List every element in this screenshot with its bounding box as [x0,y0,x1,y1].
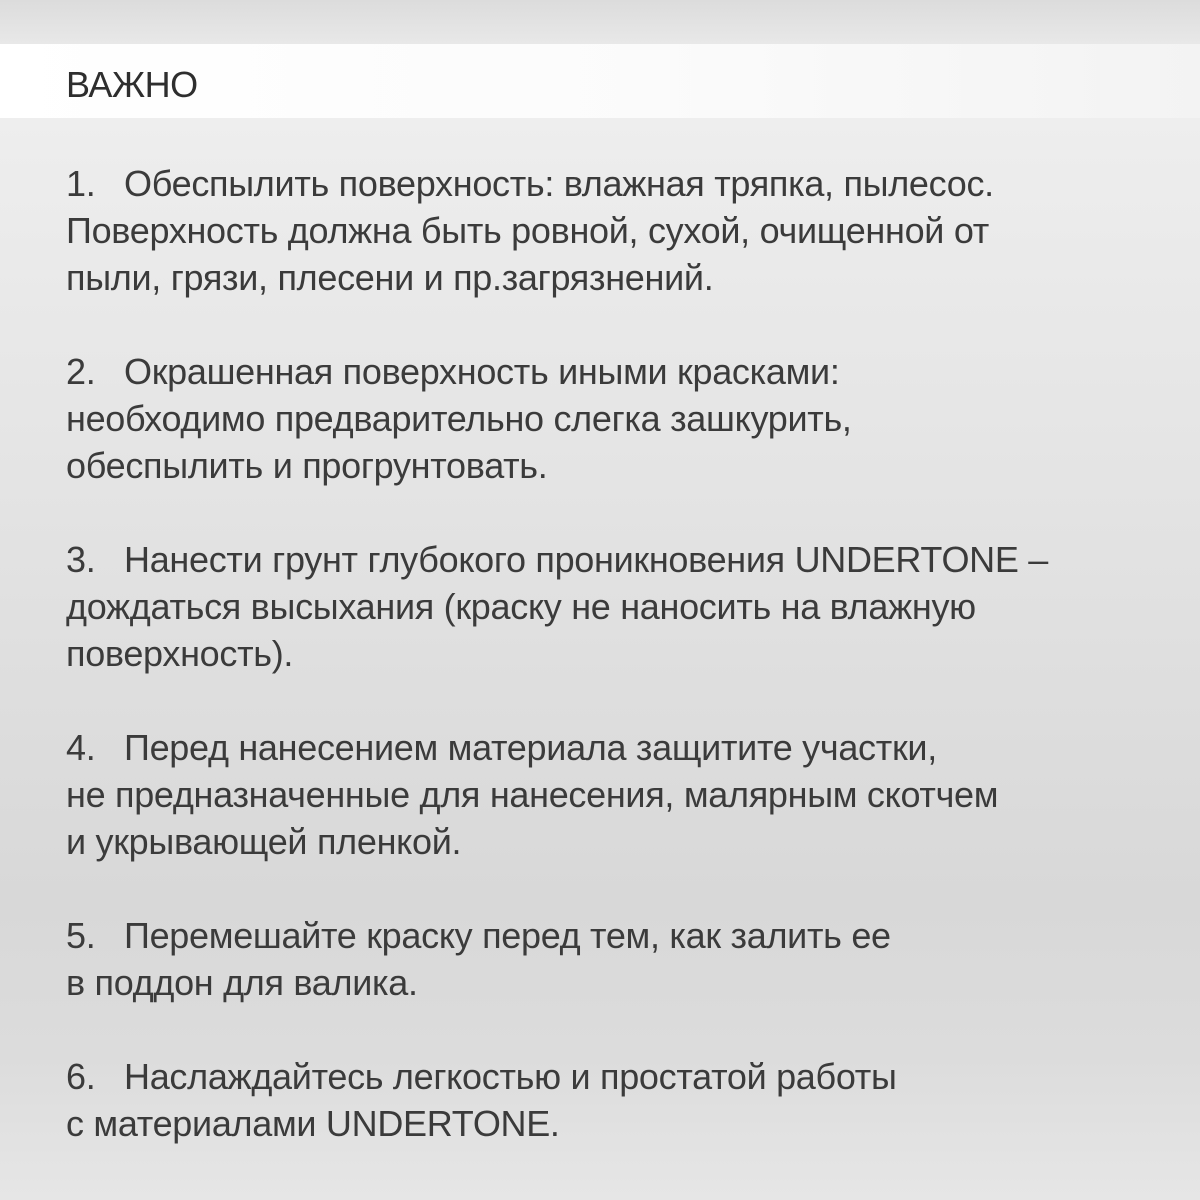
instructions-list [66,160,1156,1194]
step-number: 1. [66,163,96,204]
step-line: обеспылить и прогрунтовать. [66,445,548,486]
step-line: с материалами UNDERTONE. [66,1103,560,1144]
step-line: поверхность). [66,633,294,674]
step-line: и укрывающей пленкой. [66,821,462,862]
step-text: Окрашенная поверхность иными красками: [124,351,840,392]
step-line [66,160,1156,207]
step-line [66,912,1156,959]
top-band [0,0,1200,44]
step-5 [66,912,1156,1006]
step-text: Перемешайте краску перед тем, как залить ее [124,915,891,956]
step-number: 2. [66,351,96,392]
step-number: 4. [66,727,96,768]
step-line: в поддон для валика. [66,962,418,1003]
step-text: Перед нанесением материала защитите участки, [124,727,937,768]
step-6 [66,1053,1156,1147]
step-line: необходимо предварительно слегка зашкурить, [66,398,852,439]
step-2 [66,348,1156,489]
step-number: 6. [66,1056,96,1097]
step-text: Нанести грунт глубокого проникновения UNDERTONE – [124,539,1049,580]
step-number: 5. [66,915,96,956]
step-3 [66,536,1156,677]
step-text: Обеспылить поверхность: влажная тряпка, пылесос. [124,163,994,204]
step-line [66,724,1156,771]
step-text: Наслаждайтесь легкостью и простатой работы [124,1056,897,1097]
step-line: не предназначенные для нанесения, малярным скотчем [66,774,999,815]
step-line [66,348,1156,395]
step-4 [66,724,1156,865]
step-1 [66,160,1156,301]
step-line: Поверхность должна быть ровной, сухой, очищенной от [66,210,989,251]
step-line [66,1053,1156,1100]
page-title: ВАЖНО [66,64,198,105]
step-number: 3. [66,539,96,580]
step-line [66,536,1156,583]
step-line: пыли, грязи, плесени и пр.загрязнений. [66,257,714,298]
step-line: дождаться высыхания (краску не наносить на влажную [66,586,976,627]
